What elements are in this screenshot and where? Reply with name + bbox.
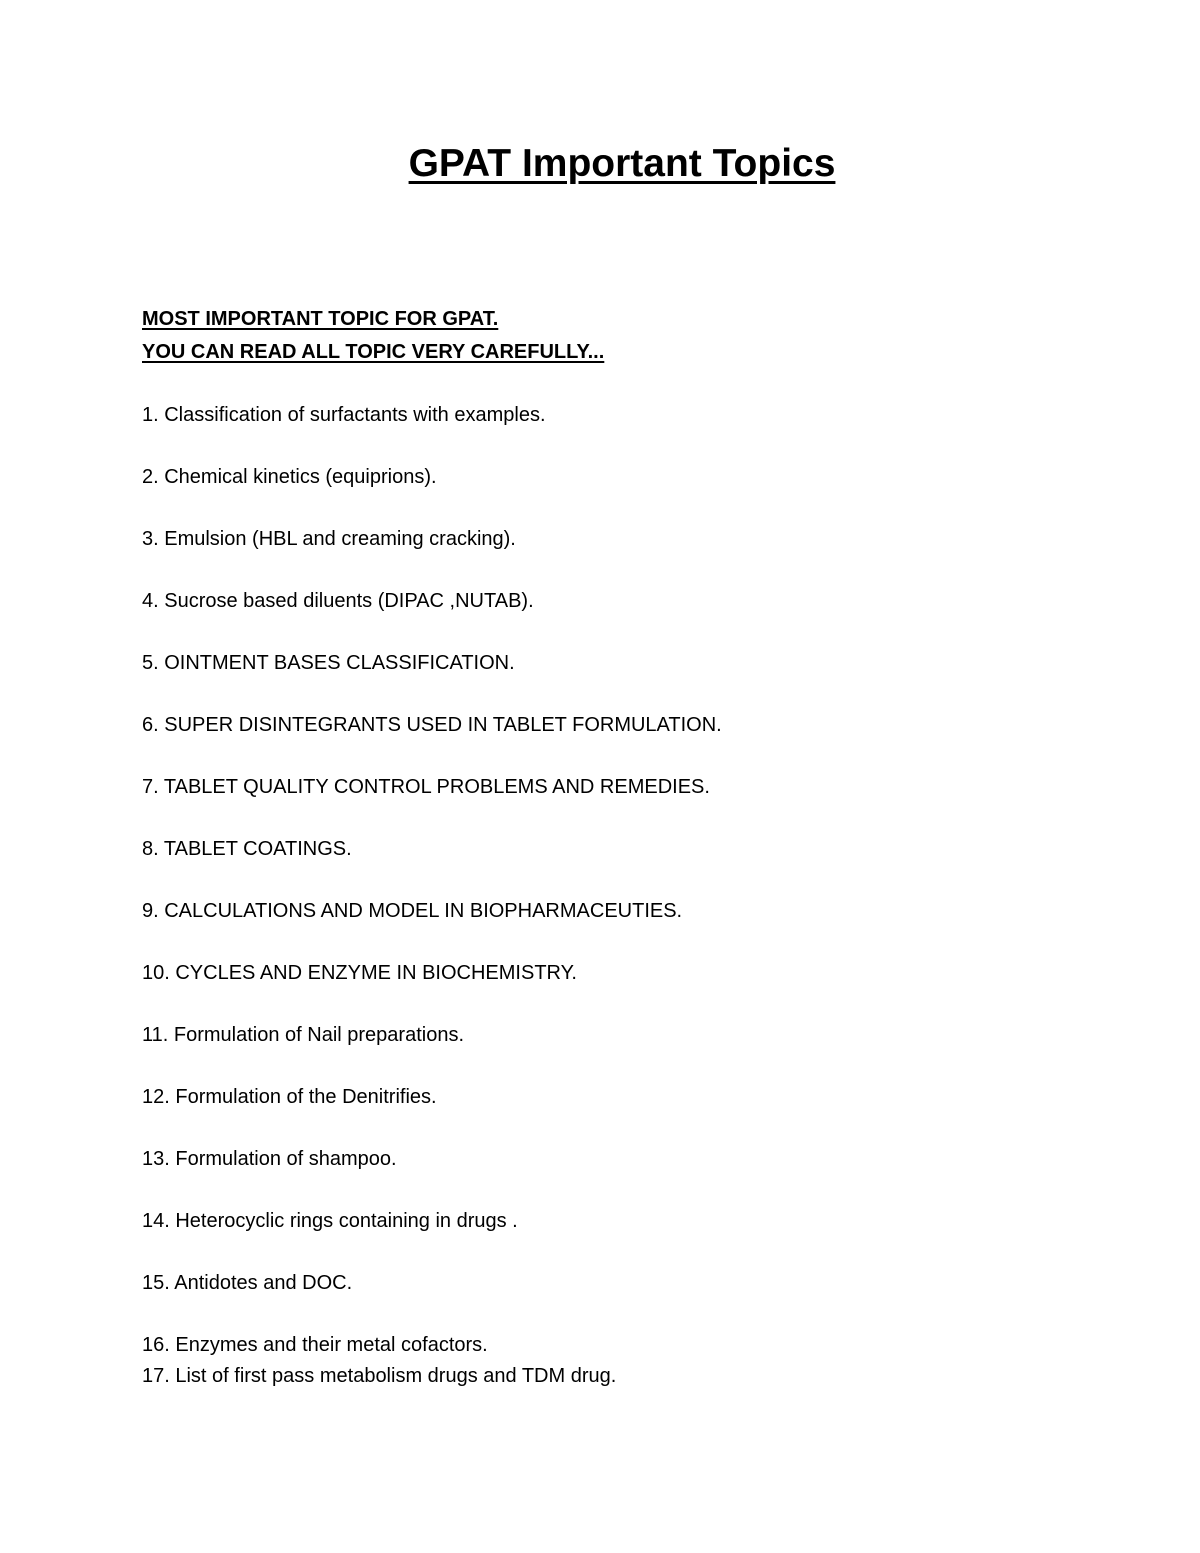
topic-item-10: 10. CYCLES AND ENZYME IN BIOCHEMISTRY.: [142, 962, 577, 984]
topic-item-8: 8. TABLET COATINGS.: [142, 838, 352, 860]
topic-item-6: 6. SUPER DISINTEGRANTS USED IN TABLET FORMULATION.: [142, 714, 722, 736]
topic-item-15: 15. Antidotes and DOC.: [142, 1272, 353, 1294]
topic-item-5: 5. OINTMENT BASES CLASSIFICATION.: [142, 652, 515, 674]
topic-item-3: 3. Emulsion (HBL and creaming cracking).: [142, 528, 516, 550]
topic-item-12: 12. Formulation of the Denitrifies.: [142, 1086, 437, 1108]
topic-item-1: 1. Classification of surfactants with examples.: [142, 404, 546, 426]
subheading-line-2: YOU CAN READ ALL TOPIC VERY CAREFULLY...: [142, 341, 605, 363]
topic-item-7: 7. TABLET QUALITY CONTROL PROBLEMS AND REMEDIES.: [142, 776, 710, 798]
topic-item-13: 13. Formulation of shampoo.: [142, 1148, 397, 1170]
page-title: GPAT Important Topics: [408, 142, 836, 185]
topic-item-9: 9. CALCULATIONS AND MODEL IN BIOPHARMACEUTIES.: [142, 900, 683, 922]
topic-item-4: 4. Sucrose based diluents (DIPAC ,NUTAB).: [142, 590, 534, 612]
topic-item-11: 11. Formulation of Nail preparations.: [142, 1024, 465, 1046]
topic-item-16: 16. Enzymes and their metal cofactors.: [142, 1334, 488, 1356]
topic-item-17: 17. List of first pass metabolism drugs and TDM drug.: [142, 1365, 617, 1387]
subheading-line-1: MOST IMPORTANT TOPIC FOR GPAT.: [142, 308, 499, 330]
topic-item-2: 2. Chemical kinetics (equiprions).: [142, 466, 437, 488]
topic-item-14: 14. Heterocyclic rings containing in drugs .: [142, 1210, 518, 1232]
